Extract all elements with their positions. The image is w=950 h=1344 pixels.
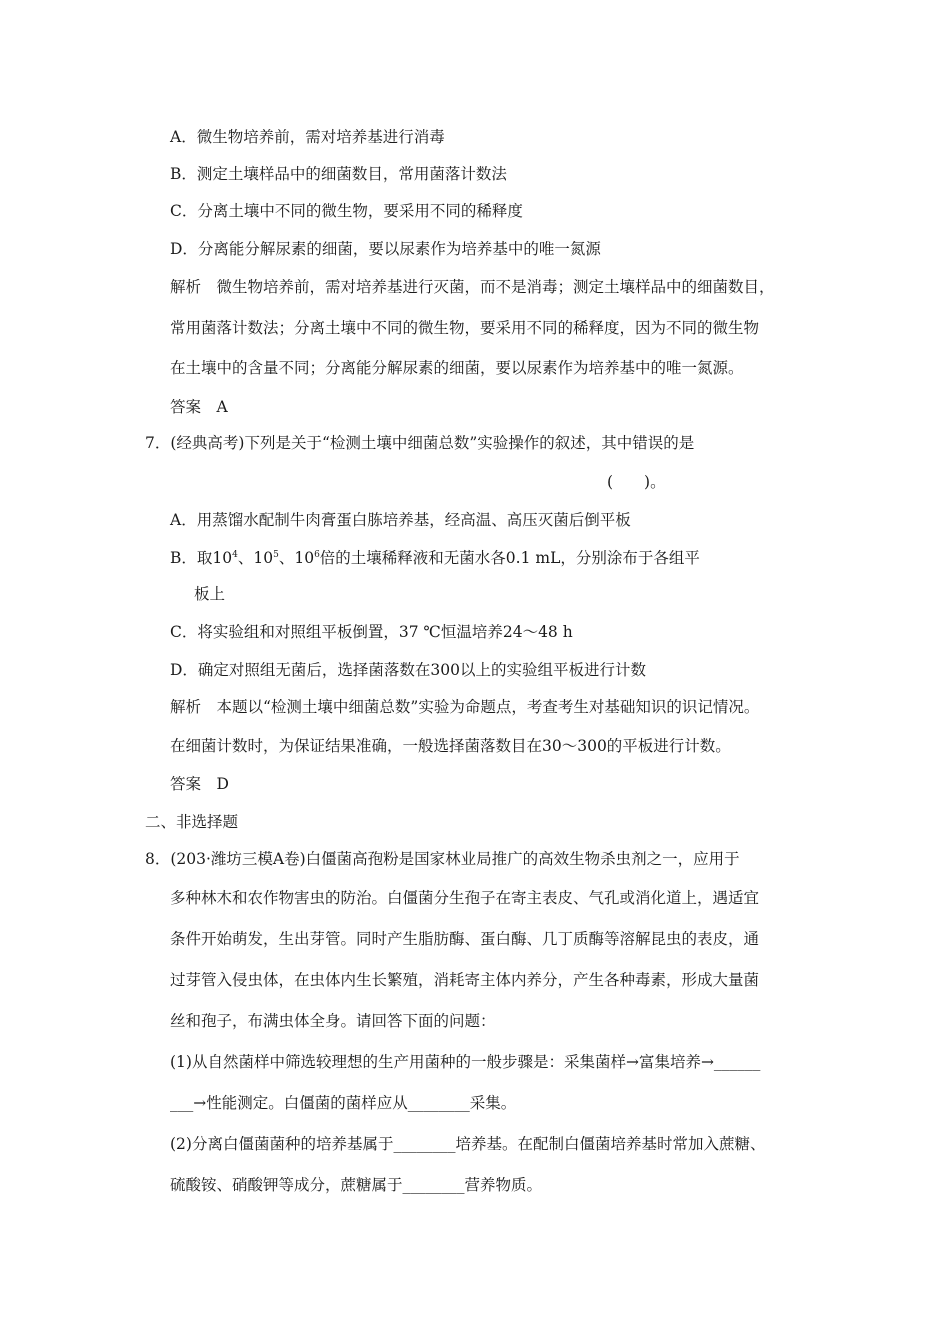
q8-sub2-line-1: (2)分离白僵菌菌种的培养基属于________培养基。在配制白僵菌培养基时常加入蔗糖、 [170, 1135, 766, 1153]
q7-option-b-exp-3: 6 [314, 550, 320, 560]
q7-answer-bracket: ( )。 [607, 473, 666, 491]
q6-answer: 答案 A [170, 398, 228, 416]
q7-answer: 答案 D [170, 775, 229, 793]
q6-option-a: A．微生物培养前，需对培养基进行消毒 [170, 128, 445, 146]
q8-stem-line-5: 丝和孢子，布满虫体全身。请回答下面的问题： [170, 1012, 496, 1030]
q8-stem-line-1: 8．(203·潍坊三模A卷)白僵菌高孢粉是国家林业局推广的高效生物杀虫剂之一，应用于 [145, 850, 740, 868]
q7-option-b-exp-1: 4 [232, 550, 238, 560]
q7-analysis-line-2: 在细菌计数时，为保证结果准确，一般选择菌落数目在30～300的平板进行计数。 [170, 737, 731, 755]
q6-analysis-line-2: 常用菌落计数法；分离土壤中不同的微生物，要采用不同的稀释度，因为不同的微生物 [170, 319, 760, 337]
q8-sub1-line-1: (1)从自然菌样中筛选较理想的生产用菌种的一般步骤是：采集菌样→富集培养→______ [170, 1053, 761, 1071]
q7-stem: 7．(经典高考)下列是关于“检测土壤中细菌总数”实验操作的叙述，其中错误的是 [145, 434, 695, 452]
q6-analysis-line-3: 在土壤中的含量不同；分离能分解尿素的细菌，要以尿素作为培养基中的唯一氮源。 [170, 359, 744, 377]
q8-stem-line-2: 多种林木和农作物害虫的防治。白僵菌分生孢子在寄主表皮、气孔或消化道上，遇适宜 [170, 889, 760, 907]
q7-option-b-continuation: 板上 [194, 585, 226, 603]
q8-stem-line-3: 条件开始萌发，生出芽管。同时产生脂肪酶、蛋白酶、几丁质酶等溶解昆虫的表皮，通 [170, 930, 760, 948]
q7-option-d: D．确定对照组无菌后，选择菌落数在300以上的实验组平板进行计数 [170, 661, 647, 679]
q7-option-a: A．用蒸馏水配制牛肉膏蛋白胨培养基，经高温、高压灭菌后倒平板 [170, 511, 631, 529]
q7-option-b-part-2: 、10 [237, 549, 274, 567]
q7-analysis-line-1: 解析 本题以“检测土壤中细菌总数”实验为命题点，考查考生对基础知识的识记情况。 [170, 698, 760, 716]
q6-option-d: D．分离能分解尿素的细菌，要以尿素作为培养基中的唯一氮源 [170, 240, 601, 258]
q8-stem-line-4: 过芽管入侵虫体，在虫体内生长繁殖，消耗寄主体内养分，产生各种毒素，形成大量菌 [170, 971, 760, 989]
q7-option-b-part-3: 、10 [278, 549, 315, 567]
q6-analysis-line-1: 解析 微生物培养前，需对培养基进行灭菌，而不是消毒；测定土壤样品中的细菌数目， [170, 278, 775, 296]
q7-option-b-part-4: 倍的土壤稀释液和无菌水各0.1 mL，分别涂布于各组平 [319, 549, 700, 567]
q8-sub1-line-2: ___→性能测定。白僵菌的菌样应从________采集。 [170, 1094, 517, 1112]
q8-sub2-line-2: 硫酸铵、硝酸钾等成分，蔗糖属于________营养物质。 [170, 1176, 543, 1194]
q7-option-b-exp-2: 5 [273, 550, 279, 560]
q6-option-c: C．分离土壤中不同的微生物，要采用不同的稀释度 [170, 202, 523, 220]
q7-option-c: C．将实验组和对照组平板倒置，37 ℃恒温培养24～48 h [170, 623, 573, 641]
q6-option-b: B．测定土壤样品中的细菌数目，常用菌落计数法 [170, 165, 507, 183]
section-heading: 二、非选择题 [145, 813, 239, 831]
q7-option-b-part-1: B．取10 [170, 549, 233, 567]
q7-option-b [170, 548, 700, 568]
